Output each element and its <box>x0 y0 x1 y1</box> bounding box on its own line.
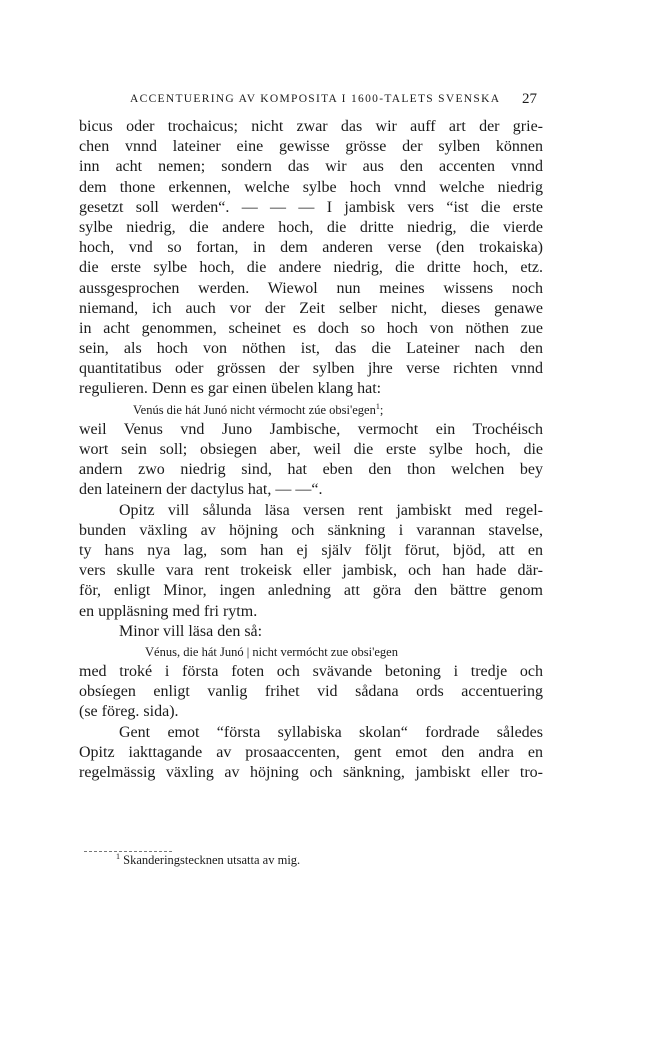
text-line-24: för, enligt Minor, ingen anledning att göra den bättre genom <box>79 582 543 600</box>
text-line-29: obsíegen enligt vanlig frihet vid sådana ords accentuering <box>79 683 543 701</box>
body-text <box>79 117 543 783</box>
text-line-8: die erste sylbe hoch, die andere niedrig, die dritte hoch, etz. <box>79 259 543 277</box>
running-head: ACCENTUERING AV KOMPOSITA I 1600-TALETS SVENSKA <box>130 93 501 105</box>
text-line-20: Opitz vill sålunda läsa versen rent jambiskt med regel- <box>119 501 543 519</box>
text-line-14: regulieren. Denn es gar einen übelen klang hat: <box>79 380 382 398</box>
text-line-4: dem thone erkennen, welche sylbe hoch vnnd welche niedrig <box>79 178 543 196</box>
page-number: 27 <box>522 91 537 107</box>
footnote-text: Skanderingstecknen utsatta av mig. <box>123 853 301 867</box>
text-line-2: chen vnnd lateiner eine gewisse grösse der sylben können <box>79 138 543 156</box>
footnote-divider <box>84 851 172 852</box>
text-line-23: vers skulle vara rent trokeisk eller jambisk, och han hade där- <box>79 562 543 580</box>
footnote-marker: 1 <box>375 401 380 411</box>
text-line-17: wort sein soll; obsiegen aber, weil die erste sylbe hoch, die <box>79 441 543 458</box>
text-line-28: med troké i första foten och svävande betoning i tredje och <box>79 663 543 681</box>
text-line-1: bicus oder trochaicus; nicht zwar das wir auff art der grie- <box>79 118 543 135</box>
page-header <box>0 91 656 115</box>
text-line-19: den lateinern der dactylus hat, — —“. <box>79 481 323 499</box>
verse-quote-2: Vénus, die hát Junó | nicht vermócht zue obsi'egen <box>145 644 398 659</box>
verse-quote-1: Venús die hát Junó nicht vérmocht zúe obsi'egen$^1$; <box>133 401 384 417</box>
footnote-number: 1 <box>116 851 120 861</box>
text-line-7: hoch, vnd so fortan, in dem anderen verse (den trokaiska) <box>79 239 543 257</box>
text-line-11: in acht genommen, scheinet es doch so hoch von nöthen zue <box>79 319 543 337</box>
text-line-30: (se föreg. sida). <box>79 703 179 721</box>
text-line-32: Opitz iakttagande av prosaaccenten, gent emot den andra en <box>79 743 543 761</box>
text-line-6: sylbe niedrig, die andere hoch, die dritte niedrig, die vierde <box>79 218 543 236</box>
footnote <box>116 853 300 868</box>
text-line-26: Minor vill läsa den så: <box>119 622 263 640</box>
text-line-10: niemand, ich auch vor der Zeit selber nicht, dieses genawe <box>79 299 543 317</box>
text-line-3: inn acht nemen; sondern das wir aus den accenten vnnd <box>79 158 543 176</box>
text-line-13: quantitatibus oder grössen der sylben jhre verse richten vnnd <box>79 360 543 378</box>
text-line-18: andern zwo niedrig sind, hat eben den thon welchen bey <box>79 461 543 479</box>
text-line-21: bunden växling av höjning och sänkning i varannan stavelse, <box>79 521 543 539</box>
verse-quote-1-text: Venús die hát Junó nicht vérmocht zúe obsi'egen <box>133 402 376 417</box>
text-line-22: ty hans nya lag, som han ej själv följt förut, bjöd, att en <box>79 541 543 559</box>
text-line-9: aussgesprochen werden. Wiewol nun meines wissens noch <box>79 279 543 297</box>
text-line-5: gesetzt soll werden“. — — — I jambisk vers “ist die erste <box>79 198 543 216</box>
text-line-12: sein, als hoch von nöthen ist, das die Lateiner nach den <box>79 340 543 358</box>
text-line-33: regelmässig växling av höjning och sänkning, jambiskt eller tro- <box>79 764 543 781</box>
text-line-25: en uppläsning med fri rytm. <box>79 602 258 620</box>
text-line-16: weil Venus vnd Juno Jambische, vermocht ein Trochéisch <box>79 420 543 438</box>
text-line-31: Gent emot “första syllabiska skolan“ fordrade således <box>119 723 543 741</box>
